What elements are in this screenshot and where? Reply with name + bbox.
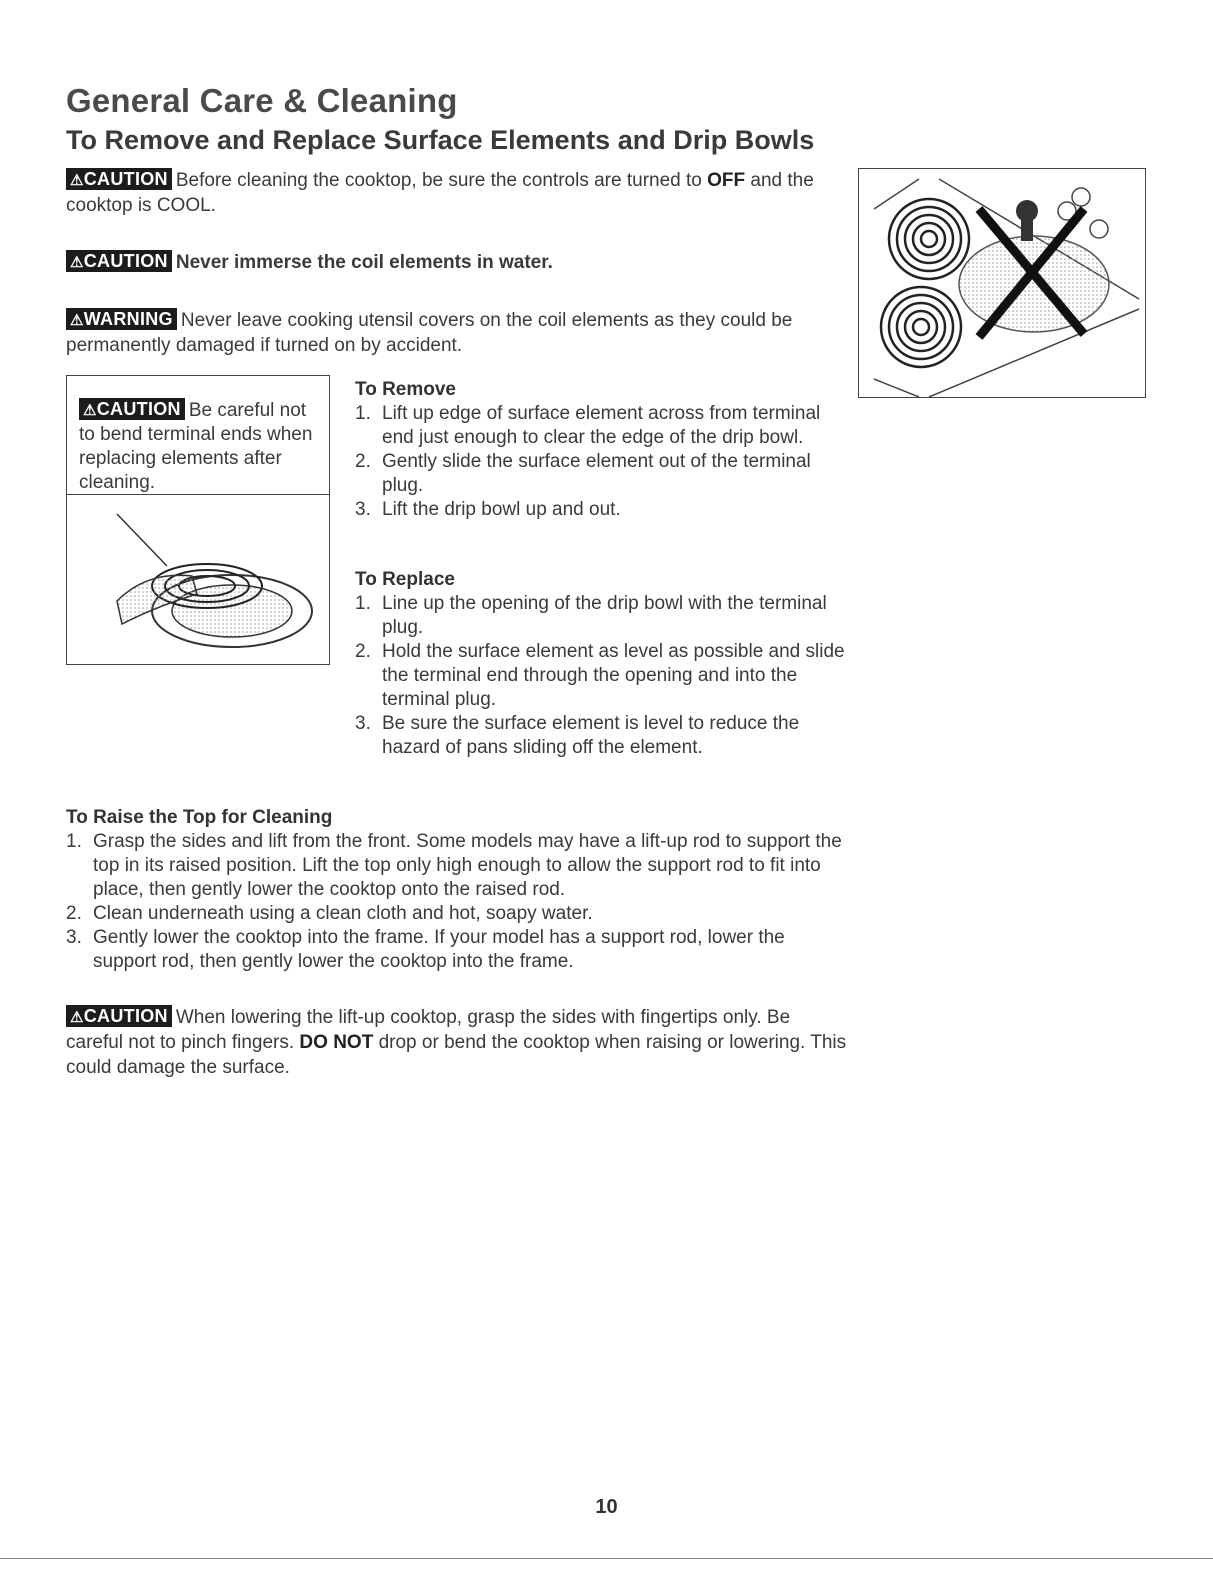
page-title: General Care & Cleaning (66, 82, 458, 119)
coil-element-bottom (881, 287, 961, 367)
list-item: 1. Grasp the sides and lift from the front. Some models may have a lift-up rod to support the top in its raised position. Lift the top only high enough to allow the support rod to fit into place, then gently lower the cooktop onto the raised rod. (66, 831, 842, 900)
remove-section (355, 378, 845, 522)
list-item: 2. Hold the surface element as level as possible and slide the terminal end through the opening and into the terminal plug. (355, 641, 845, 710)
section-title: To Remove and Replace Surface Elements and Drip Bowls (66, 125, 815, 155)
caution-notice-terminal-ends: ⚠CAUTION Be careful not to bend terminal ends when replacing elements after cleaning. (79, 399, 313, 493)
list-item: 2. Clean underneath using a clean cloth and hot, soapy water. (66, 903, 593, 924)
caution-badge: ⚠CAUTION (66, 250, 172, 272)
warning-triangle-icon: ⚠ (70, 1009, 84, 1026)
remove-heading: To Remove (355, 379, 457, 400)
bottom-rule (0, 1558, 1213, 1559)
caution-badge: ⚠CAUTION (66, 1005, 172, 1027)
replace-section (355, 568, 845, 760)
warning-triangle-icon: ⚠ (70, 172, 84, 189)
list-item: 2. Gently slide the surface element out of the terminal plug. (355, 451, 811, 496)
cooktop-drawing (859, 169, 1144, 397)
coil-element-top (889, 199, 969, 279)
caution-notice-lift-up-cooktop: ⚠CAUTION When lowering the lift-up cooktop, grasp the sides with fingertips only. Be careful not to pinch fingers. DO NOT drop or bend the cooktop when raising or lowering. This could damage the surface. (66, 1006, 847, 1078)
caution-badge: ⚠CAUTION (79, 398, 185, 420)
warning-triangle-icon: ⚠ (70, 312, 84, 329)
list-item: 3. Be sure the surface element is level to reduce the hazard of pans sliding off the element. (355, 713, 800, 758)
warning-badge: ⚠WARNING (66, 308, 177, 330)
caution-badge: ⚠CAUTION (66, 168, 172, 190)
list-item: 3. Gently lower the cooktop into the frame. If your model has a support rod, lower the support rod, then gently lower the cooktop into the frame. (66, 927, 785, 972)
warning-notice-utensil-covers: ⚠WARNING Never leave cooking utensil covers on the coil elements as they could be permanently damaged if turned on by accident. (66, 309, 793, 356)
warning-triangle-icon: ⚠ (70, 254, 84, 271)
raise-section (66, 806, 851, 974)
raise-heading: To Raise the Top for Cleaning (66, 807, 333, 828)
page-number: 10 (595, 1496, 618, 1518)
list-item: 3. Lift the drip bowl up and out. (355, 499, 621, 520)
caution-notice-immerse: ⚠CAUTION Never immerse the coil elements in water. (66, 250, 846, 275)
replace-heading: To Replace (355, 569, 455, 590)
list-item: 1. Line up the opening of the drip bowl with the terminal plug. (355, 593, 827, 638)
list-item: 1. Lift up edge of surface element across from terminal end just enough to clear the edge of the drip bowl. (355, 403, 821, 448)
box-divider (67, 494, 329, 495)
warning-triangle-icon: ⚠ (83, 402, 97, 419)
terminal-caution-box (66, 375, 330, 665)
caution-notice-cooktop-off: ⚠CAUTION Before cleaning the cooktop, be sure the controls are turned to OFF and the cooktop is COOL. (66, 169, 814, 216)
hand-element-drawing (97, 506, 317, 656)
cooktop-illustration (858, 168, 1146, 398)
